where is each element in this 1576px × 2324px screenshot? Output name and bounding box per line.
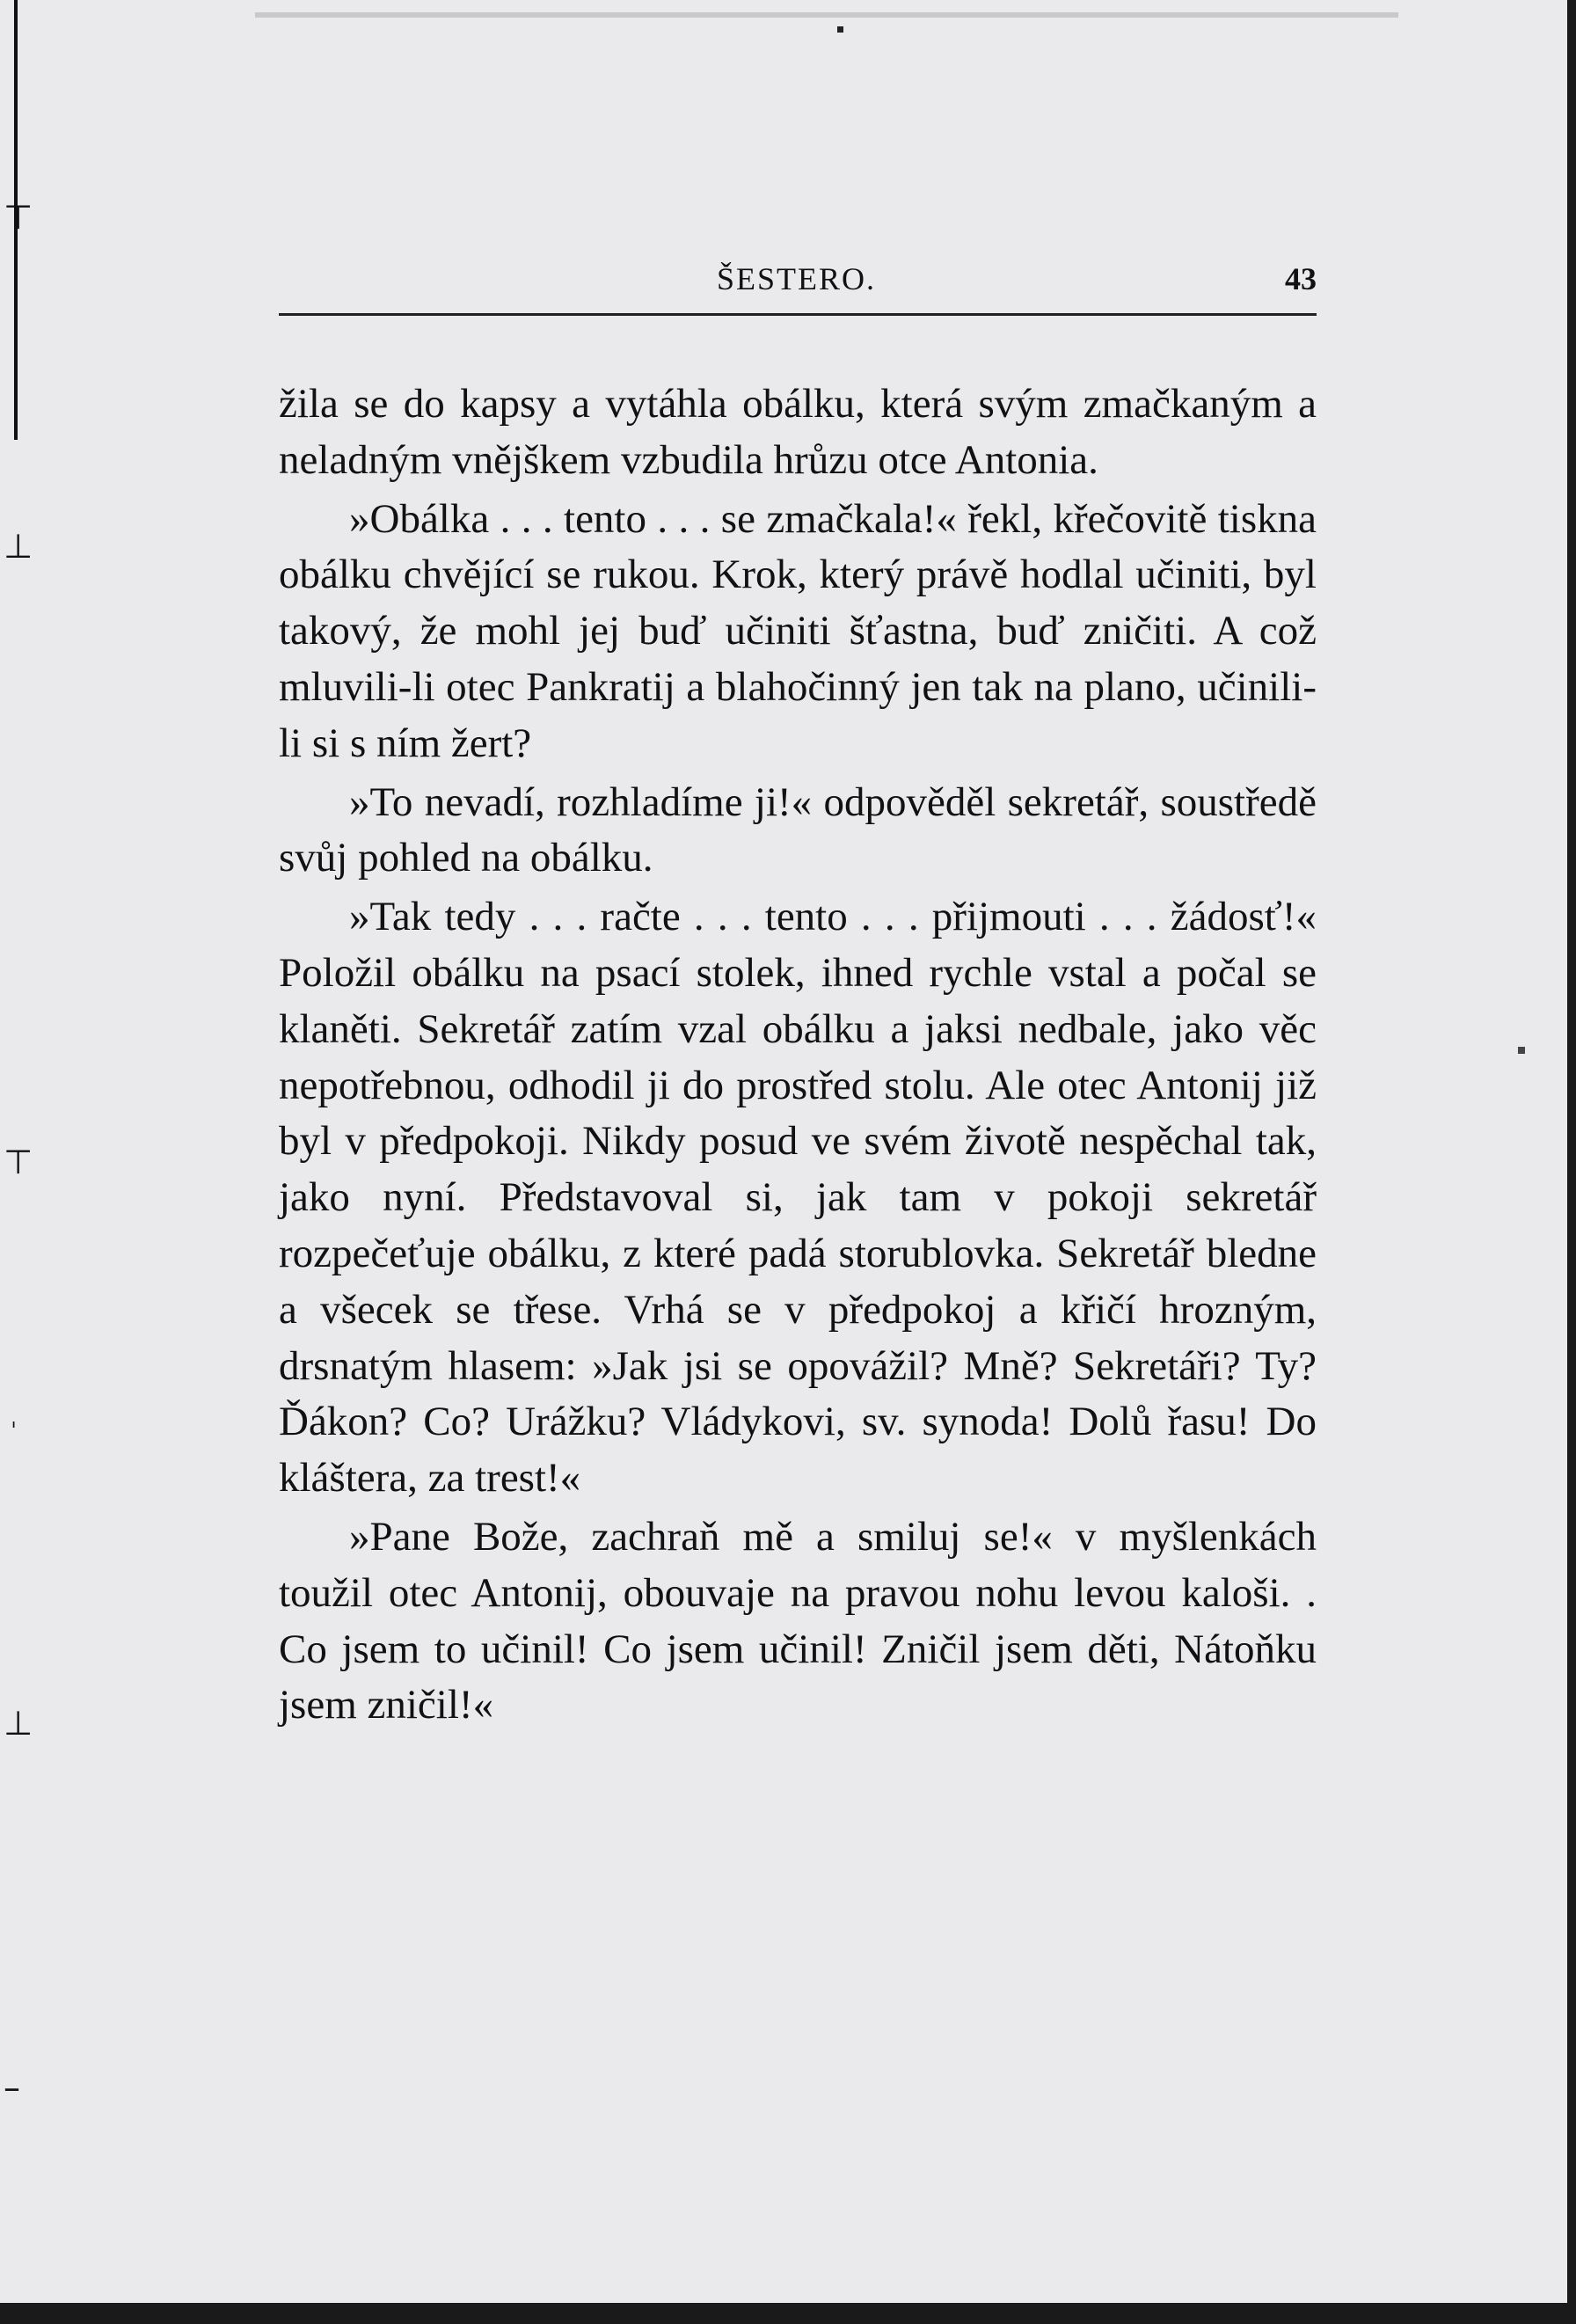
margin-mark-icon: ⊥ [4, 1704, 33, 1743]
scan-edge-line [255, 12, 1398, 18]
paragraph: »Tak tedy . . . račte . . . tento . . . přijmouti . . . žádosť!« Položil obálku na psací stolek, ihned rychle vstal a počal se klaněti. Sekretář zatím vzal obálku a jaksi nedbale, jako věc nepotřebnou, odhodil ji do prostřed stolu. Ale otec Antonij již byl v předpokoji. Nikdy posud ve svém životě nespěchal tak, jako nyní. Představoval si, jak tam v pokoji sekretář rozpečeťuje obálku, z které padá storublovka. Sekretář bledne a všecek se třese. Vrhá se v předpokoj a křičí hrozným, drsnatým hlasem: »Jak jsi se opovážil? Mně? Sekretáři? Ty? Ďákon? Co? Urážku? Vládykovi, sv. synoda! Dolů řasu! Do kláštera, za trest!« [279, 894, 1317, 1502]
paragraph: »Obálka . . . tento . . . se zmačkala!« řekl, křečovitě tiskna obálku chvějící se rukou. Krok, který právě hodlal učiniti, byl takový, že mohl jej buď učiniti šťastna, buď zničiti. A což mluvili-li otec Pankratij a blahočinný jen tak na plano, učinili-li si s ním žert? [279, 495, 1317, 766]
margin-mark-icon: ⊤ [4, 1143, 33, 1181]
margin-mark-icon: – [4, 2068, 20, 2107]
page-number: 43 [1285, 261, 1317, 296]
page-header [279, 260, 1317, 316]
paragraph: žila se do kapsy a vytáhla obálku, která svým zmačkaným a neladným vnějškem vzbudila hrůzu otce Antonia. [279, 381, 1317, 483]
scan-speck [1518, 1047, 1525, 1054]
scan-speck [837, 26, 843, 33]
body-text [279, 376, 1317, 1736]
margin-mark-icon: ˌ [11, 1404, 18, 1430]
paragraph: »Pane Bože, zachraň mě a smiluj se!« v myšlenkách toužil otec Antonij, obouvaje na pravou nohu levou kaloši. . Co jsem to učinil! Co jsem učinil! Zničil jsem děti, Nátoňku jsem zničil!« [279, 1513, 1317, 1728]
running-title: ŠESTERO. [717, 261, 877, 296]
margin-mark-icon: ⊤ [4, 198, 33, 237]
paragraph: »To nevadí, rozhladíme ji!« odpověděl sekretář, soustředě svůj pohled na obálku. [279, 778, 1317, 881]
margin-mark-icon: ⊥ [4, 527, 33, 566]
